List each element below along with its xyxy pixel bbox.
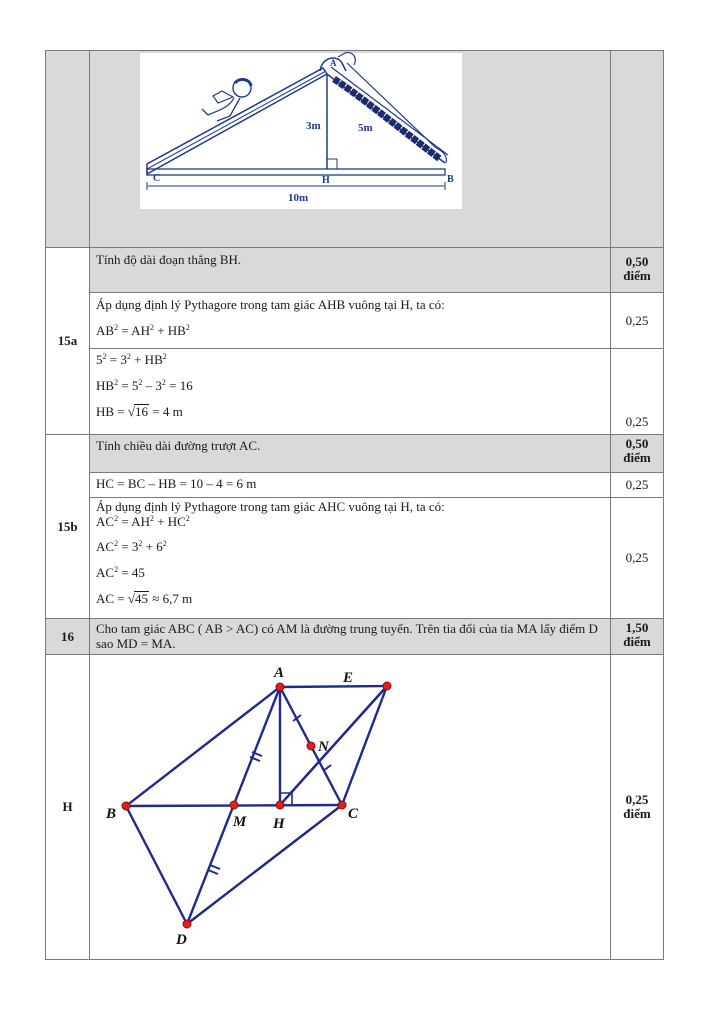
q15b-prompt-row (46, 435, 664, 473)
q15a-step2-points: 0,25 (611, 349, 664, 435)
q15b-eq-ac2: $AC^2 = AH^2 + HC^2$ (96, 514, 190, 529)
q15a-eq-1: $5^2 = 3^2 + HB^2$ (96, 352, 167, 367)
slide-label-c: C (153, 173, 161, 184)
q15b-eq-2: $AC^2 = 45$ (96, 565, 145, 580)
q15a-points-value: 0,50 (625, 254, 649, 269)
geo-label-h: H (273, 816, 285, 832)
geo-label-a: A (274, 665, 285, 681)
geo-label-e: E (343, 670, 354, 686)
qH-row (46, 655, 664, 960)
q15a-number: 15a (46, 248, 90, 435)
q15b-hc-points: 0,25 (611, 473, 664, 498)
q15a-eq-ab2: $AB^2 = AH^2 + HB^2$ (96, 323, 190, 338)
slide-label-a: A (330, 58, 337, 68)
qH-points-value: 0,25 (625, 792, 649, 807)
qH-points-unit: điểm (623, 806, 651, 821)
geo-label-n: N (318, 739, 329, 755)
slide-label-b: B (447, 174, 454, 185)
q15b-prompt: Tính chiều dài đường trượt AC. (96, 438, 261, 453)
points-cell-empty (611, 51, 664, 248)
slide-figure-cell (90, 51, 611, 248)
q15a-prompt: Tính độ dài đoạn thẳng BH. (96, 252, 242, 267)
q16-row (46, 619, 664, 655)
q16-points-total (611, 619, 664, 655)
q15a-eq-2: $HB^2 = 5^2 - 3^2 = 16$ (96, 378, 193, 393)
slide-label-ab: 5m (358, 122, 373, 134)
q16-points-value: 1,50 (625, 620, 649, 635)
qnum-cell-empty (46, 51, 90, 248)
q15b-hc-row (46, 473, 664, 498)
q15b-step-points: 0,25 (611, 498, 664, 619)
qH-points (611, 655, 664, 960)
slide-diagram (90, 51, 611, 243)
q15a-prompt-row (46, 248, 664, 293)
geo-label-c: C (348, 806, 359, 822)
qH-figure-cell (90, 655, 611, 960)
figure-row-slide (46, 51, 664, 248)
q15a-step1-points: 0,25 (611, 293, 664, 349)
q16-points-unit: điểm (623, 634, 651, 649)
slide-label-h: H (322, 175, 330, 186)
solution-table (45, 50, 664, 960)
q15b-points-value: 0,50 (625, 436, 649, 451)
geometry-diagram (90, 655, 611, 955)
q15b-steps-row (46, 498, 664, 619)
geo-label-d: D (176, 932, 187, 948)
q15b-points-unit: điểm (623, 450, 651, 465)
geo-label-b: B (106, 806, 117, 822)
q15a-step2-row (46, 349, 664, 435)
q16-number: 16 (46, 619, 90, 655)
slide-label-ah: 3m (306, 120, 321, 132)
qH-number: H (46, 655, 90, 960)
q15b-hc-line: HC = BC – HB = 10 – 4 = 6 m (96, 476, 257, 491)
slide-label-cb: 10m (288, 192, 309, 204)
q15a-points-unit: điểm (623, 268, 651, 283)
q15b-points-total (611, 435, 664, 473)
q16-prompt: Cho tam giác ABC ( AB > AC) có AM là đường trung tuyến. Trên tia đối của tia MA lấy điểm D sao MD = MA. (96, 621, 598, 651)
q15a-step1-row (46, 293, 664, 349)
q15a-eq-3: HB = √16 = 4 m (96, 404, 183, 419)
q15b-eq-1: $AC^2 = 3^2 + 6^2$ (96, 539, 167, 554)
q15a-points-total (611, 248, 664, 293)
q15b-step1-text: Áp dụng định lý Pythagore trong tam giác AHC vuông tại H, ta có: (96, 499, 445, 514)
q15a-step1-text: Áp dụng định lý Pythagore trong tam giác AHB vuông tại H, ta có: (96, 297, 445, 312)
q15b-number: 15b (46, 435, 90, 619)
q15b-eq-3: AC = √45 ≈ 6,7 m (96, 591, 193, 606)
geo-label-m: M (233, 814, 247, 830)
